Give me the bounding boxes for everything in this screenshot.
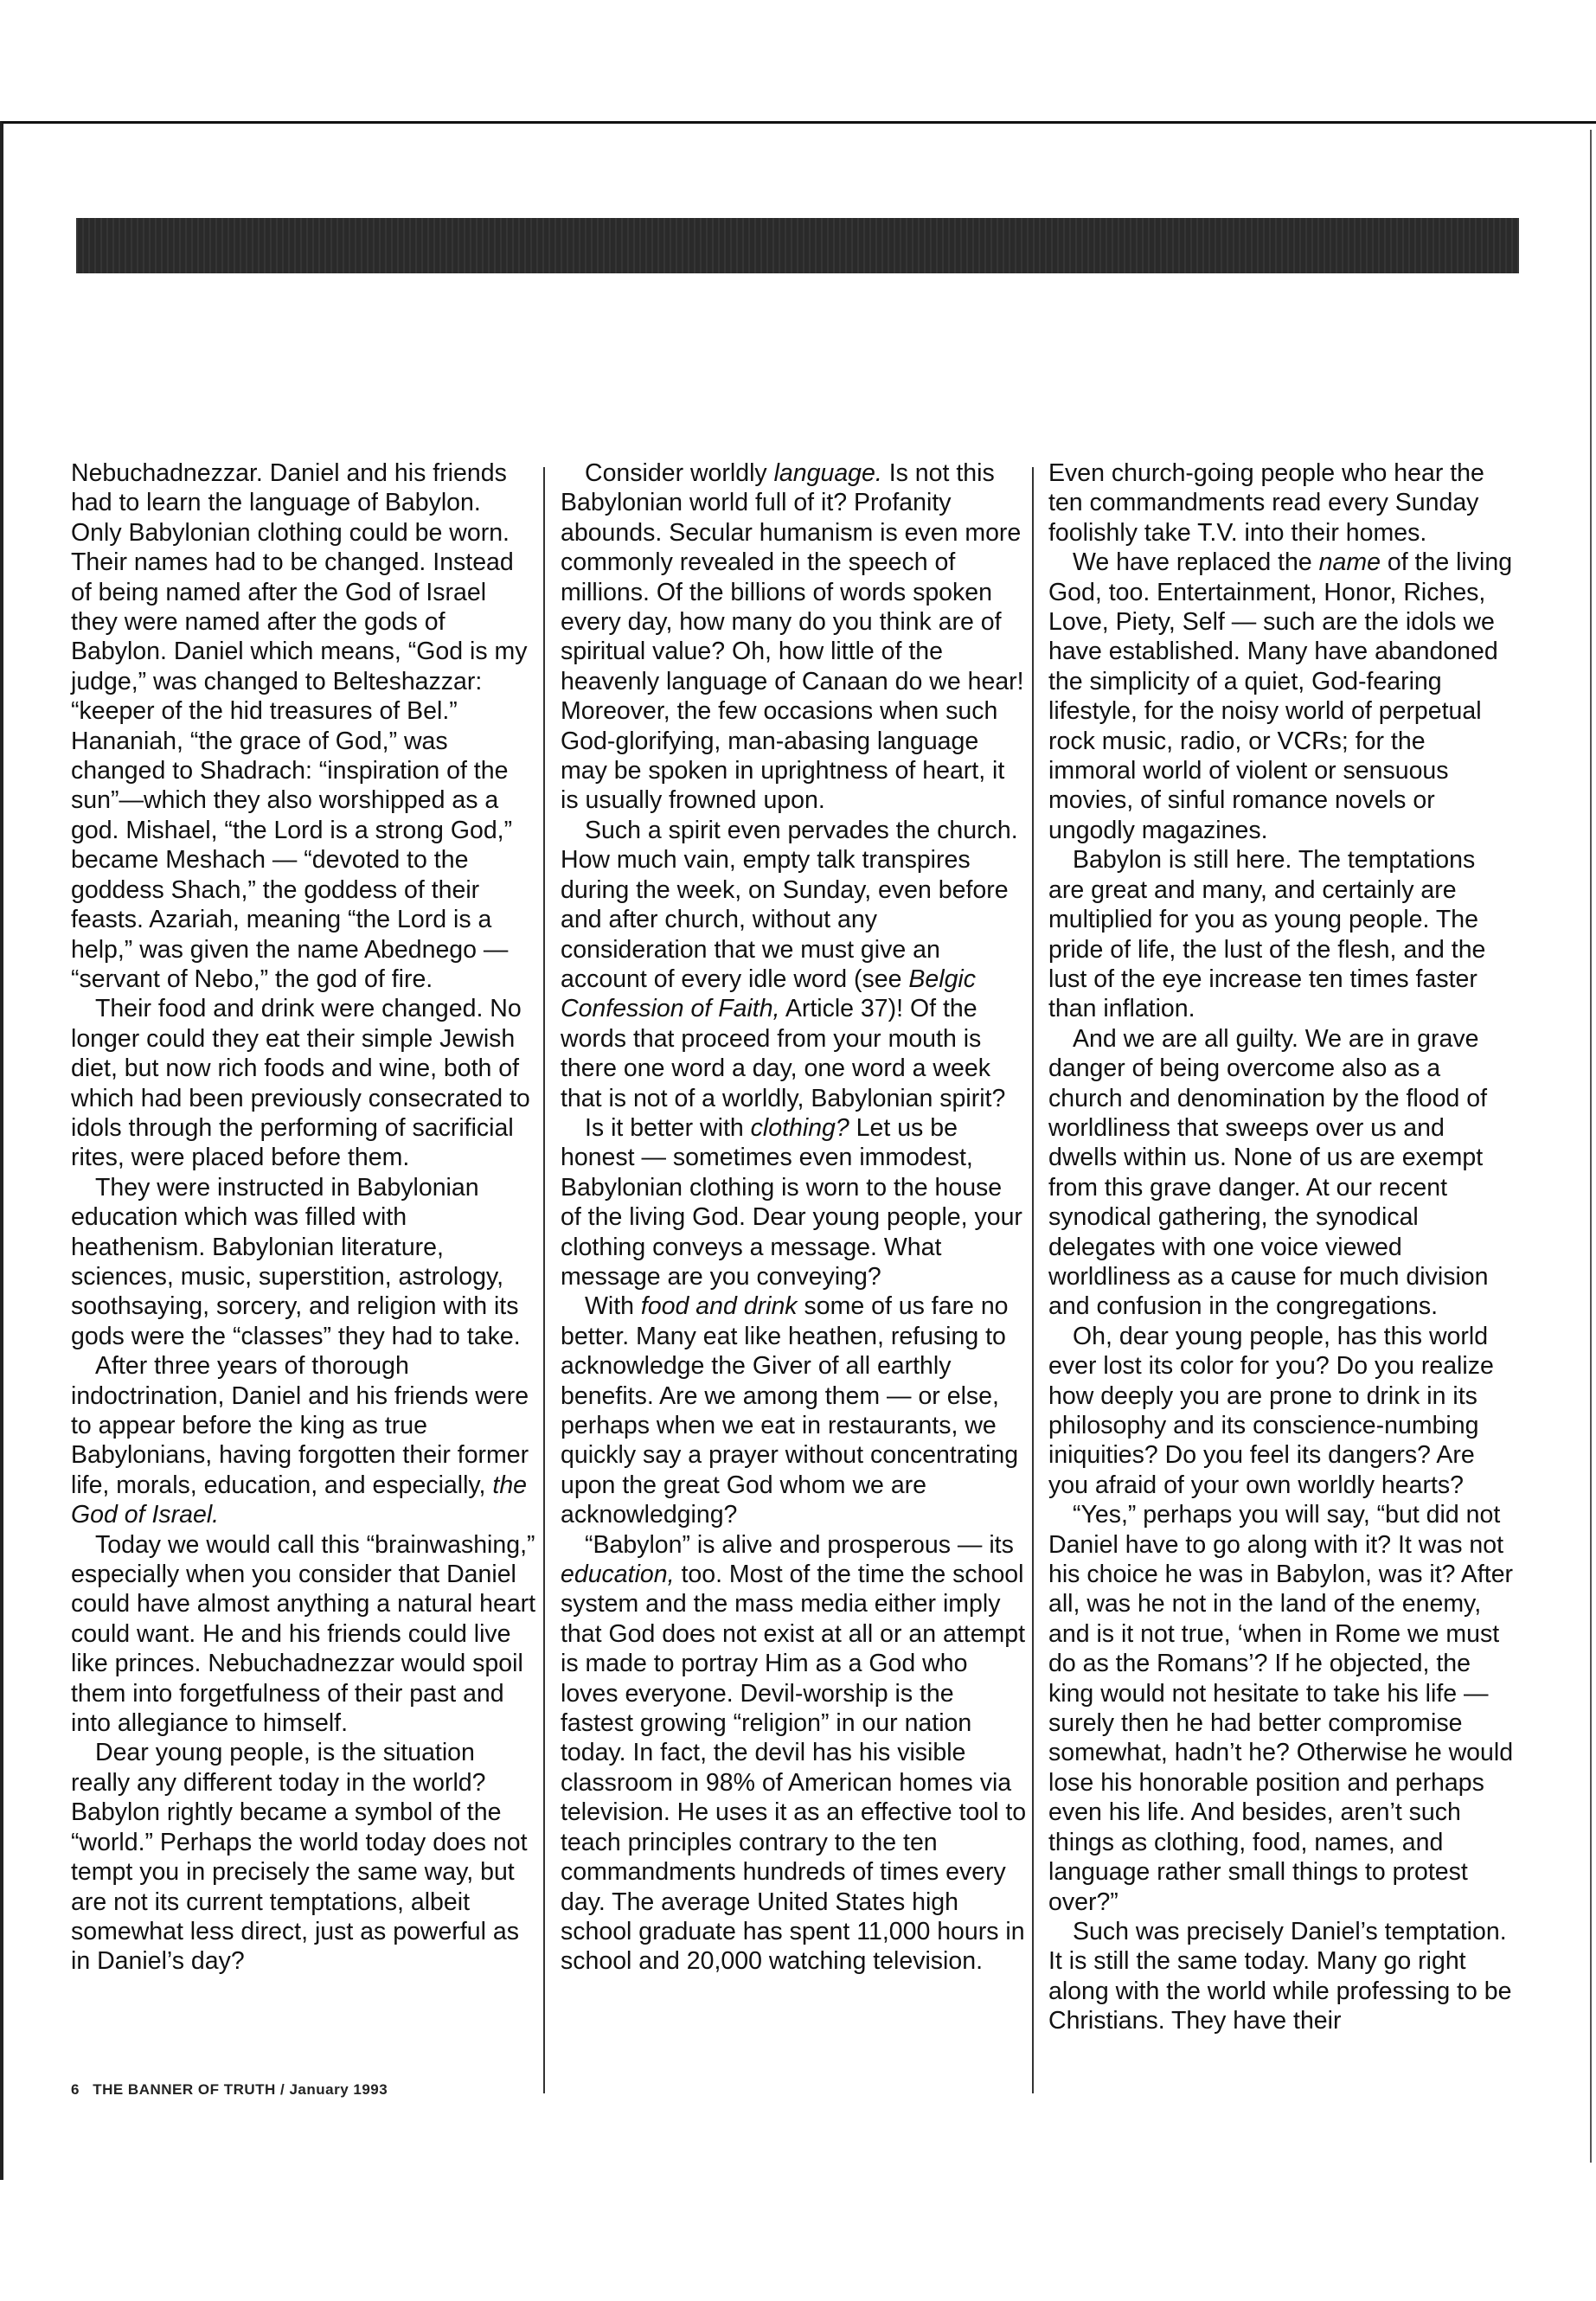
paragraph — [561, 1113, 1028, 1292]
paragraph — [561, 1530, 1028, 1977]
paragraph-text: Such a spirit even pervades the church. How much vain, empty talk transpires during the week, on Sunday, even before and after church, without any consideration that we must give an account of every idle word (see — [561, 816, 1018, 993]
header-band — [76, 218, 1519, 273]
paragraph: “Yes,” perhaps you will say, “but did not Daniel have to go along with it? It was not his choice he was in Babylon, was it? After all, was he not in the land of the enemy, and is it not true, ‘when in Rome we must do as the Romans’? If he objected, the king would not hesitate to take his life — surely then he had better compromise somewhat, hadn’t he? Otherwise he would lose his honorable position and perhaps even his life. And besides, aren’t such things as clothing, food, names, and language rather small things to protest over?” — [1048, 1501, 1514, 1916]
paragraph — [561, 1292, 1028, 1529]
article-column-1 — [71, 458, 538, 1977]
column-rule — [1032, 467, 1034, 2093]
paragraph-text: After three years of thorough indoctrination, Daniel and his friends were to appear before the king as true Babylonians, having forgotten their former life, morals, education, and especially, — [71, 1352, 529, 1499]
paragraph-text: “Babylon” is alive and prosperous — its — [585, 1530, 1014, 1559]
paragraph-text: too. Most of the time the school system and the mass media either imply that God does not exist at all or an attempt is made to portray Him as a God who loves everyone. Devil-worship is the fastest growing “religion” in our nation today. In fact, the devil has his visible classroom in 98% of American homes via television. He uses it as an effective tool to teach principles contrary to the ten commandments hundreds of times every day. The average United States high school graduate has spent 11,000 hours in school and 20,000 watching television. — [561, 1561, 1027, 1976]
paragraph: Oh, dear young people, has this world ever lost its color for you? Do you realize how deeply you are prone to drink in its philosophy and its conscience-numbing iniquities? Do you feel its dangers? Are you afraid of your own worldly hearts? — [1048, 1322, 1494, 1499]
article-column-2 — [561, 458, 1028, 1977]
paragraph: And we are all guilty. We are in grave danger of being overcome also as a church and denomination by the flood of worldliness that sweeps over us and dwells within us. None of us are exempt from this grave danger. At our recent synodical gathering, the synodical delegates with one voice viewed worldliness as a cause for much division and confusion in the congregations. — [1048, 1024, 1489, 1321]
paragraph-text: We have replaced the — [1073, 548, 1319, 577]
paragraph: Their food and drink were changed. No longer could they eat their simple Jewish diet, but now rich foods and wine, both of which had been previously consecrated to idols through the performing of sacrificial rites, were placed before them. — [71, 995, 530, 1172]
paragraph — [561, 458, 1028, 816]
page-number: 6 — [71, 2081, 80, 2098]
emphasis: food and drink — [640, 1292, 798, 1321]
paragraph: Today we would call this “brainwashing,” especially when you consider that Daniel could have almost anything a natural heart could want. He and his friends could live like princes. Nebuchadnezzar would spoil them into forgetfulness of their past and into allegiance to himself. — [71, 1530, 536, 1738]
emphasis: the God of Israel. — [71, 1471, 528, 1529]
paragraph-text: Is not this Babylonian world full of it? Profanity abounds. Secular humanism is even more commonly revealed in the speech of millions. Of the billions of words spoken every day, how many do you think are of spiritual value? Oh, how little of the heavenly language of Canaan do we hear! Moreover, the few occasions when such God-glorifying, man-abasing language may be spoken in uprightness of heart, it is usually frowned upon. — [561, 459, 1024, 815]
page-edge — [1590, 130, 1592, 2163]
paragraph-text: Let us be honest — sometimes even immodest, Babylonian clothing is worn to the house of the living God. Dear young people, your clothing conveys a message. What message are you conveying? — [561, 1113, 1022, 1291]
paragraph-text: With — [585, 1292, 641, 1321]
paragraph: They were instructed in Babylonian education which was filled with heathenism. Babylonian literature, sciences, music, superstition, astrology, soothsaying, sorcery, and religion with its gods were the “classes” they had to take. — [71, 1173, 521, 1350]
page-footer — [71, 2081, 388, 2099]
paragraph: Even church-going people who hear the ten commandments read every Sunday foolishly take T.V. into their homes. — [1048, 459, 1484, 547]
emphasis: Belgic Confession of Faith, — [561, 965, 976, 1023]
paragraph-text: Article 37)! Of the words that proceed from your mouth is there one word a day, one word a week that is not of a worldly, Babylonian spirit? — [561, 995, 1006, 1112]
emphasis: language. — [773, 459, 882, 487]
emphasis: education, — [561, 1561, 675, 1589]
paragraph-text: some of us fare no better. Many eat like heathen, refusing to acknowledge the Giver of all earthly benefits. Are we among them — or else, perhaps when we eat in restaurants, we quickly say a prayer without concentrating upon the great God whom we are acknowledging? — [561, 1292, 1019, 1529]
paragraph-text: of the living God, too. Entertainment, Honor, Riches, Love, Piety, Self — such are the idols we have established. Many have abandoned the simplicity of a quiet, God-fearing lifestyle, for the noisy world of perpetual rock music, radio, or VCRs; for the immoral world of violent or sensuous movies, of sinful romance novels or ungodly magazines. — [1048, 548, 1513, 844]
paragraph-text: Consider worldly — [585, 459, 774, 487]
paragraph: Dear young people, is the situation really any different today in the world? Babylon rightly became a symbol of the “world.” Perhaps the world today does not tempt you in precisely the same way, but are not its current temptations, albeit somewhat less direct, just as powerful as in Daniel’s day? — [71, 1739, 528, 1976]
paragraph-text: Is it better with — [585, 1113, 751, 1142]
paragraph — [1048, 548, 1516, 845]
publication-line: THE BANNER OF TRUTH / January 1993 — [93, 2081, 388, 2098]
paragraph — [561, 816, 1028, 1113]
emphasis: clothing? — [750, 1113, 849, 1142]
emphasis: name — [1318, 548, 1381, 577]
article-column-3 — [1048, 458, 1516, 2036]
paragraph: Such was precisely Daniel’s temptation. It is still the same today. Many go right along with the world while professing to be Christians. They have their — [1048, 1917, 1512, 2035]
paragraph: Nebuchadnezzar. Daniel and his friends had to learn the language of Babylon. Only Babylonian clothing could be worn. Their names had to be changed. Instead of being named after the God of Israel they were named after the gods of Babylon. Daniel which means, “God is my judge,” was changed to Belteshazzar: “keeper of the hid treasures of Bel.” Hananiah, “the grace of God,” was changed to Shadrach: “inspiration of the sun”—which they also worshipped as a god. Mishael, “the Lord is a strong God,” became Meshach — “devoted to the goddess Shach,” the goddess of their feasts. Azariah, meaning “the Lord is a help,” was given the name Abednego — “servant of Nebo,” the god of fire. — [71, 459, 528, 993]
paragraph: Babylon is still here. The temptations are great and many, and certainly are multiplied for you as young people. The pride of life, the lust of the flesh, and the lust of the eye increase ten times faster than inflation. — [1048, 846, 1486, 1023]
paragraph — [71, 1351, 538, 1529]
column-rule — [543, 467, 545, 2093]
